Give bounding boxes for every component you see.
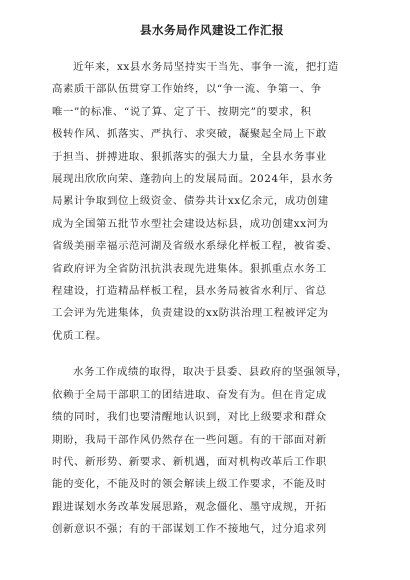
document-title: 县水务局作风建设工作汇报	[140, 23, 284, 37]
text-line: 时代、新形势、新要求、新机遇，面对机构改革后工作职	[52, 455, 327, 468]
text-line: 水务工作成绩的取得，取决于县委、县政府的坚强领导，	[73, 366, 348, 379]
text-line: 期盼，我局干部作风仍然存在一些问题。有的干部面对新	[52, 433, 327, 446]
text-line: 高素质干部队伍贯穿工作始终，以“争一流、争第一、争	[52, 83, 322, 96]
text-line: 创新意识不强；有的干部谋划工作不接地气，过分追求列	[52, 523, 327, 536]
text-line: 依赖于全局干部职工的团结进取、奋发有为。但在肯定成	[52, 388, 327, 401]
text-line: 于担当、拼搏进取、狠抓落实的强大力量，全县水务事业	[52, 150, 327, 163]
paragraph-2	[52, 361, 368, 540]
text-line: 唯一”的标准、“说了算、定了干、按期完”的要求，积	[52, 105, 312, 118]
text-line: 省政府评为全省防汛抗洪表现先进集体。狠抓重点水务工	[52, 262, 327, 275]
text-line: 近年来，xx县水务局坚持实干当先、事争一流，把打造	[73, 61, 339, 73]
text-line: 工会评为先进集体，负责建设的xx防洪治理工程被评定为	[52, 307, 329, 320]
text-line: 能的变化，不能及时的领会解读上级工作要求，不能及时	[52, 478, 327, 491]
text-line: 优质工程。	[52, 329, 107, 342]
text-line: 程建设，打造精品样板工程，县水务局被省水利厅、省总	[52, 285, 327, 298]
text-line: 极转作风、抓落实、严执行、求突破，凝聚起全局上下敢	[52, 128, 327, 141]
text-line: 绩的同时，我们也要清醒地认识到，对比上级要求和群众	[52, 411, 327, 424]
text-line: 展现出欣欣向荣、蓬勃向上的发展局面。2024年，县水务	[52, 173, 334, 186]
paragraph-1	[52, 56, 368, 347]
text-line: 跟进谋划水务改革发展思路，观念僵化、墨守成规，开拓	[52, 500, 327, 513]
text-line: 成为全国第五批节水型社会建设达标县，成功创建xx河为	[52, 217, 329, 230]
text-line: 局累计争取到位上级资金、债券共计xx亿余元，成功创建	[52, 195, 329, 208]
text-line: 省级美丽幸福示范河湖及省级水系绿化样板工程，被省委、	[52, 240, 338, 253]
